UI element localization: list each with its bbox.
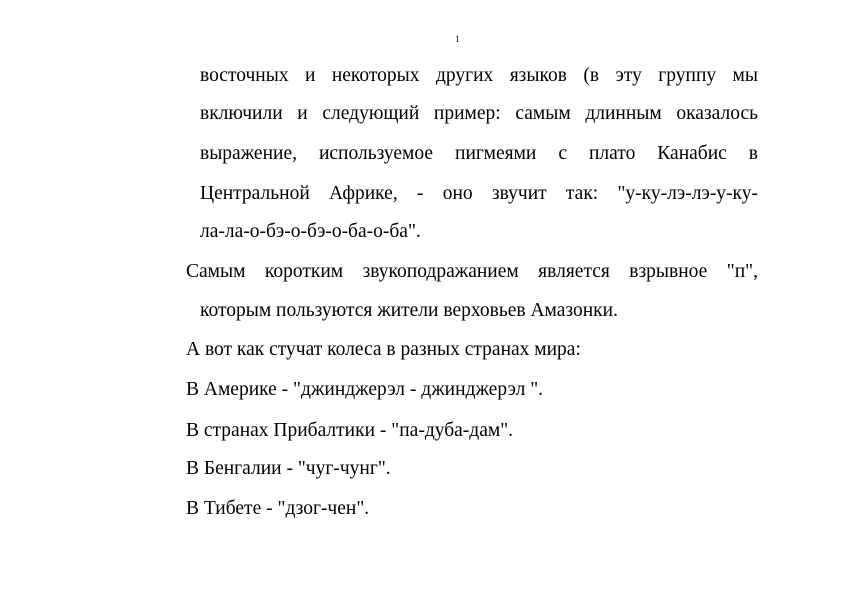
paragraph-2-line-1: Самым коротким звукоподражанием является взрывное "п", xyxy=(186,261,758,282)
country-line-bengal: В Бенгалии - "чуг-чунг". xyxy=(186,458,391,479)
paragraph-2-line-2: которым пользуются жители верховьев Амазонки. xyxy=(200,300,618,321)
country-line-america: В Америке - "джинджерэл - джинджерэл ". xyxy=(186,379,544,400)
paragraph-1-line-4: Центральной Африке, - оно звучит так: "у-ку-лэ-лэ-у-ку- xyxy=(200,183,758,204)
paragraph-1-line-1: восточных и некоторых других языков (в эту группу мы xyxy=(200,65,758,86)
intro-line: А вот как стучат колеса в разных странах мира: xyxy=(186,339,581,360)
page-number: 1 xyxy=(455,34,460,44)
paragraph-1-line-5: ла-ла-о-бэ-о-бэ-о-ба-о-ба". xyxy=(200,221,421,242)
paragraph-1-line-2: включили и следующий пример: самым длинным оказалось xyxy=(200,103,758,124)
paragraph-1-line-3: выражение, используемое пигмеями с плато Канабис в xyxy=(200,143,758,164)
country-line-baltic: В странах Прибалтики - "па-дуба-дам". xyxy=(186,420,514,441)
country-line-tibet: В Тибете - "дзог-чен". xyxy=(186,498,370,519)
